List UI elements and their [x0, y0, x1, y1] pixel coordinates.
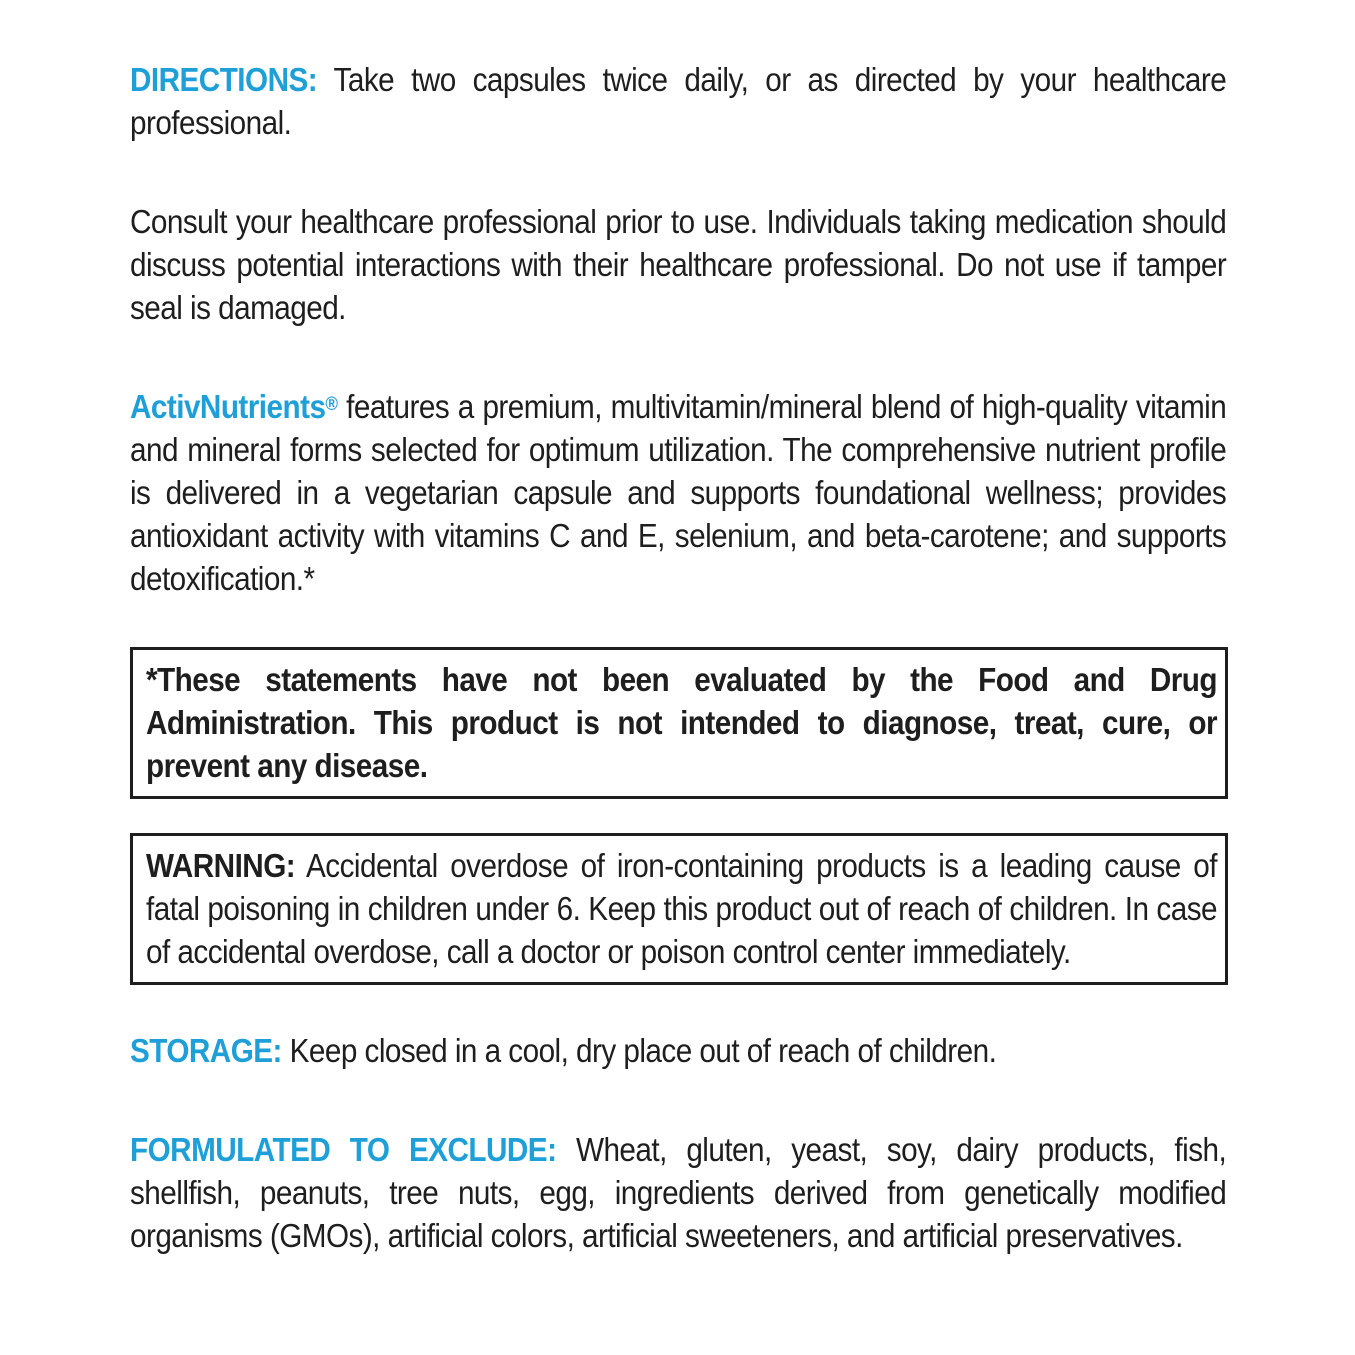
warning-text: Accidental overdose of iron-containing products is a leading cause of fatal poisoning in children under 6. Keep this product out of reach of children. In case of accidental overdose, call a doctor or poison control center immediately. [146, 847, 1217, 970]
directions-text: Take two capsules twice daily, or as directed by your healthcare professional. [130, 61, 1227, 141]
warning-box [130, 833, 1228, 985]
storage-paragraph [130, 1029, 1226, 1072]
warning-paragraph [146, 844, 1217, 973]
storage-label: STORAGE: [130, 1032, 282, 1069]
fda-disclaimer-text: *These statements have not been evaluated by the Food and Drug Administration. This product is not intended to diagnose, treat, cure, or prevent any disease. [146, 661, 1217, 784]
warning-label: WARNING: [146, 847, 296, 884]
brand-name: ActivNutrients [130, 388, 326, 425]
label-panel [130, 58, 1226, 1257]
exclusions-text: Wheat, gluten, yeast, soy, dairy products, fish, shellfish, peanuts, tree nuts, egg, ingredients derived from genetically modified organisms (GMOs), artificial colors, artificial sweeteners, and artificial preservatives. [130, 1131, 1227, 1254]
fda-disclaimer-box [130, 647, 1228, 799]
exclusions-paragraph [130, 1128, 1226, 1257]
registered-mark: ® [325, 394, 338, 415]
product-description-paragraph [130, 385, 1226, 600]
storage-text: Keep closed in a cool, dry place out of reach of children. [281, 1032, 997, 1069]
directions-label: DIRECTIONS: [130, 61, 318, 98]
consult-paragraph: Consult your healthcare professional prior to use. Individuals taking medication should discuss potential interactions with their healthcare professional. Do not use if tamper seal is damaged. [130, 203, 1227, 326]
directions-paragraph [130, 58, 1226, 144]
product-description-text: features a premium, multivitamin/mineral blend of high-quality vitamin and mineral forms selected for optimum utilization. The comprehensive nutrient profile is delivered in a vegetarian capsule and supports foundational wellness; provides antioxidant activity with vitamins C and E, selenium, and beta-carotene; and supports detoxification.* [130, 388, 1227, 597]
exclusions-label: FORMULATED TO EXCLUDE: [130, 1131, 557, 1168]
